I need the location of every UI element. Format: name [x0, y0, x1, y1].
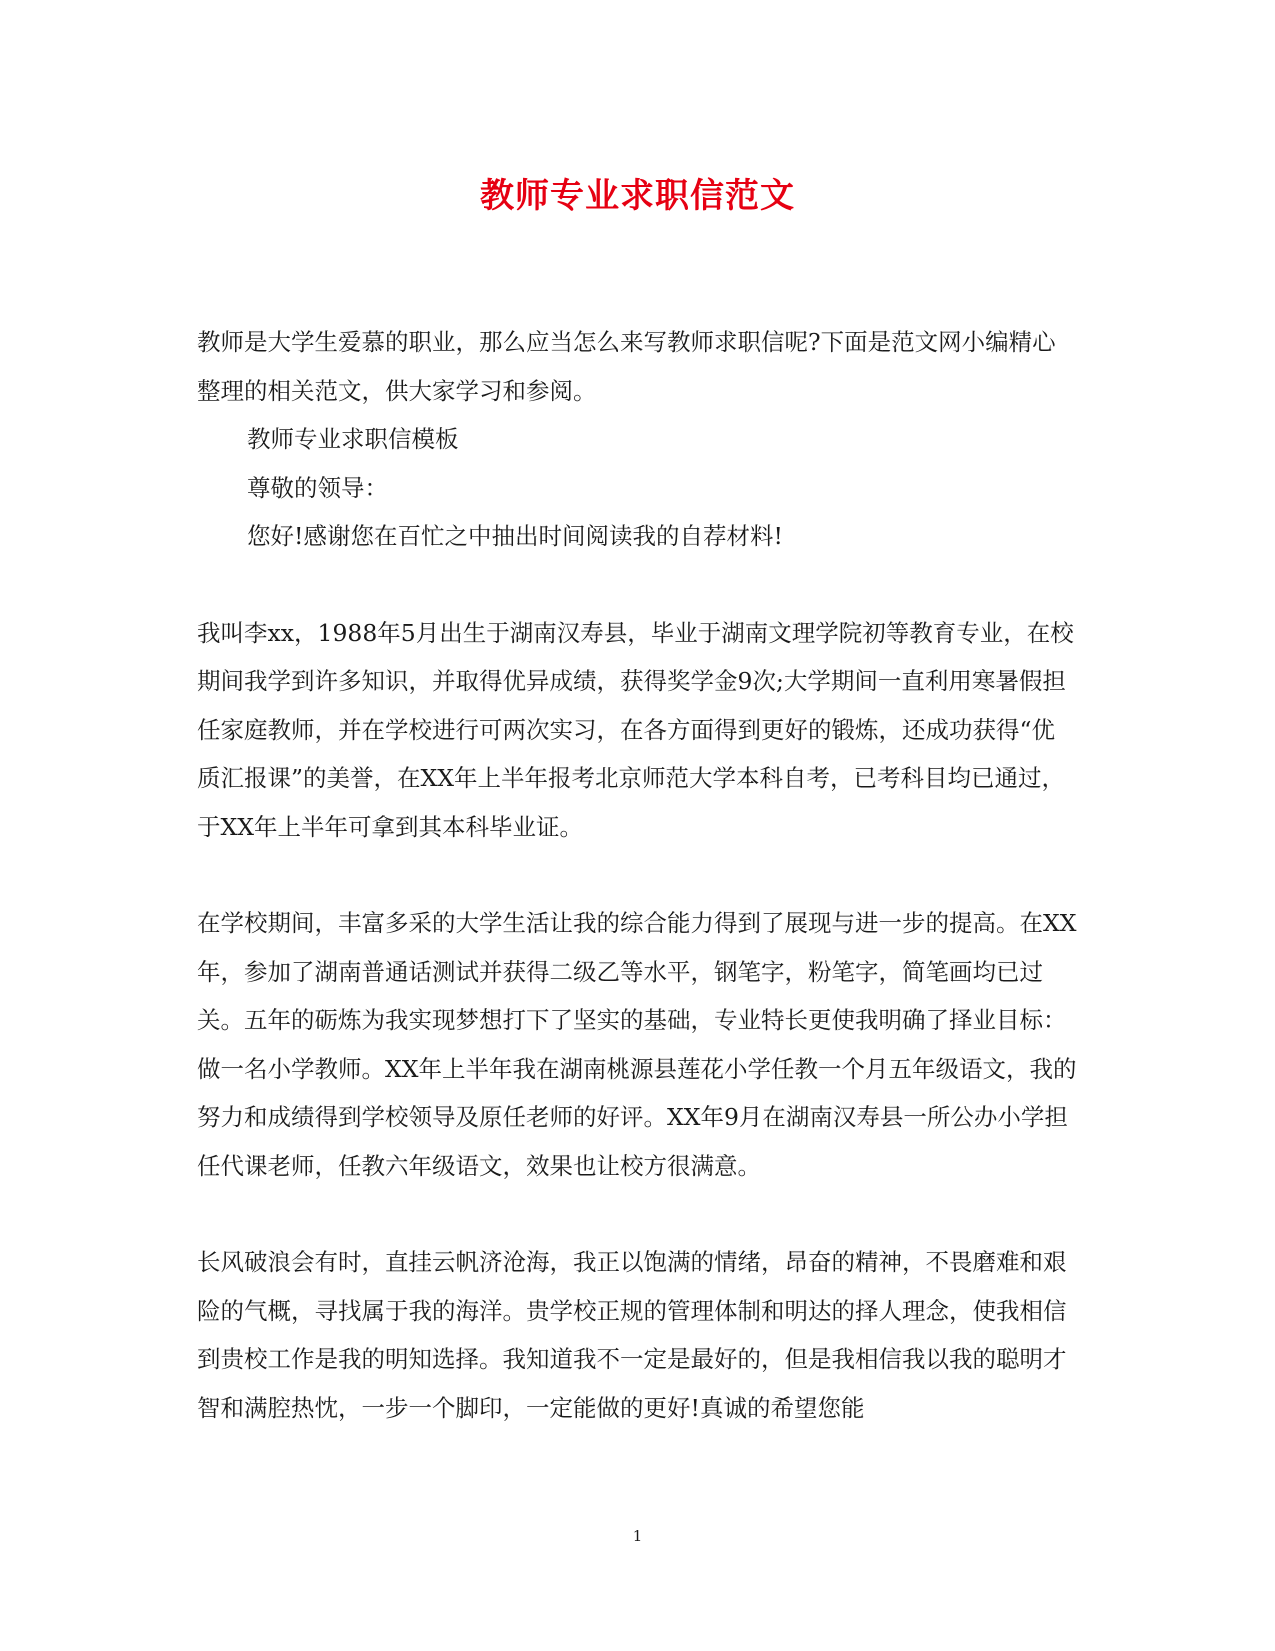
template-heading: 教师专业求职信模板: [247, 425, 459, 453]
document-title: 教师专业求职信范文: [480, 176, 795, 216]
greeting-paragraph: 您好!感谢您在百忙之中抽出时间阅读我的自荐材料!: [247, 522, 783, 550]
background-paragraph: 我叫李xx，1988年5月出生于湖南汉寿县，毕业于湖南文理学院初等教育专业，在校期间我学到许多知识，并取得优异成绩，获得奖学金9次;大学期间一直利用寒暑假担任家庭教师，并在学校进行可两次实习，在各方面得到更好的锻炼，还成功获得“优质汇报课”的美誉，在XX年上半年报考北京师范大学本科自考，已考科目均已通过，于XX年上半年可拿到其本科毕业证。: [197, 618, 1074, 841]
intro-paragraph: 教师是大学生爱慕的职业，那么应当怎么来写教师求职信呢?下面是范文网小编精心整理的相关范文，供大家学习和参阅。: [197, 328, 1056, 405]
aspiration-paragraph: 长风破浪会有时，直挂云帆济沧海，我正以饱满的情绪，昂奋的精神，不畏磨难和艰险的气概，寻找属于我的海洋。贵学校正规的管理体制和明达的择人理念，使我相信到贵校工作是我的明知选择。我知道我不一定是最好的，但是我相信我以我的聪明才智和满腔热忱，一步一个脚印，一定能做的更好!真诚的希望您能: [197, 1248, 1067, 1422]
page-number: 1: [632, 1527, 643, 1545]
school-life-paragraph: 在学校期间，丰富多采的大学生活让我的综合能力得到了展现与进一步的提高。在XX年，参加了湖南普通话测试并获得二级乙等水平，钢笔字，粉笔字，简笔画均已过关。五年的砺炼为我实现梦想打下了坚实的基础，专业特长更使我明确了择业目标：做一名小学教师。XX年上半年我在湖南桃源县莲花小学任教一个月五年级语文，我的努力和成绩得到学校领导及原任老师的好评。XX年9月在湖南汉寿县一所公办小学担任代课老师，任教六年级语文，效果也让校方很满意。: [197, 909, 1077, 1180]
salutation: 尊敬的领导：: [247, 473, 388, 502]
intro-block: [197, 318, 1077, 1432]
